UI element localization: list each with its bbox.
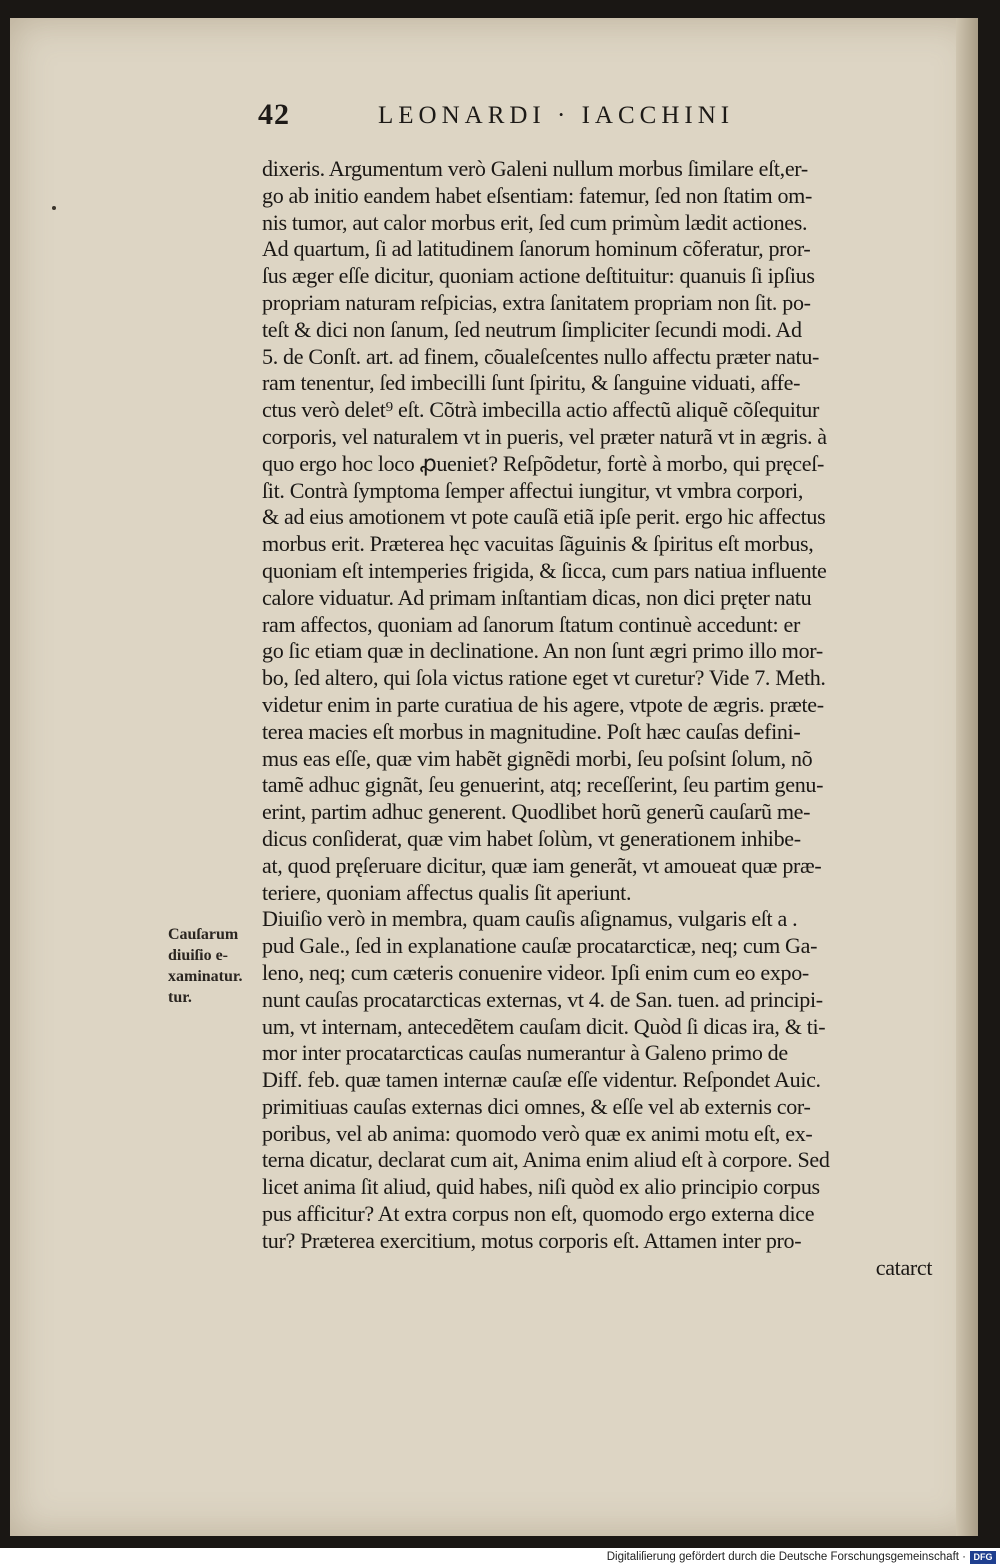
text-line: nunt cauſas procatarcticas externas, vt 4. de San. tuen. ad principi- <box>262 986 823 1012</box>
text-line: pud Gale., ſed in explanatione cauſæ procatarcticæ, neq; cum Ga- <box>262 933 818 959</box>
text-line: corporis, vel naturalem vt in pueris, vel præter naturã vt in ægris. à <box>262 423 827 449</box>
text-line: ram tenentur, ſed imbecilli ſunt ſpiritu, & ſanguine viduati, affe- <box>262 370 801 396</box>
text-line: mor inter procatarcticas cauſas numerantur à Galeno primo de <box>262 1040 788 1066</box>
text-line: ſit. Contrà ſymptoma ſemper affectui iungitur, vt vmbra corpori, <box>262 477 804 503</box>
text-line: leno, neq; cum cæteris conuenire videor. Ipſi enim cum eo expo- <box>262 959 809 985</box>
text-line: Diuiſio verò in membra, quam cauſis aſignamus, vulgaris eſt a . <box>262 906 798 932</box>
text-line: ctus verò delet⁹ eſt. Cõtrà imbecilla actio affectũ aliquẽ cõſequitur <box>262 397 819 423</box>
margin-note-line: diuiſio e- <box>168 947 229 964</box>
text-line: tamẽ adhuc gignãt, ſeu genuerint, atq; receſſerint, ſeu partim genu- <box>262 772 824 798</box>
text-line: 5. de Conſt. art. ad finem, cõualeſcentes nullo affectu præter natu- <box>262 343 820 369</box>
footer-credit: Digitaliſierung gefördert durch die Deutsche Forschungsgemeinschaft · <box>606 1551 966 1563</box>
text-line: Ad quartum, ſi ad latitudinem ſanorum hominum cõferatur, pror- <box>262 236 811 262</box>
margin-note-line: tur. <box>168 989 192 1006</box>
page-number: 42 <box>258 98 290 131</box>
text-line: ſus æger eſſe dicitur, quoniam actione deſtituitur: quanuis ſi ipſius <box>262 263 815 289</box>
text-line: ram affectos, quoniam ad ſanorum ſtatum continuè accedunt: er <box>262 611 800 637</box>
text-line: bo, ſed altero, qui ſola victus ratione eget vt curetur? Vide 7. Meth. <box>262 665 826 691</box>
text-line: Diff. feb. quæ tamen internæ cauſæ eſſe videntur. Reſpondet Auic. <box>262 1067 821 1093</box>
text-line: primitiuas cauſas externas dici omnes, & eſſe vel ab externis cor- <box>262 1093 811 1119</box>
text-line: & ad eius amotionem vt pote cauſã etiã ipſe perit. ergo hic affectus <box>262 504 826 530</box>
text-line: terna dicatur, declarat cum ait, Anima enim aliud eſt à corpore. Sed <box>262 1147 830 1173</box>
margin-note <box>168 924 263 1008</box>
text-line: licet anima ſit aliud, quid habes, niſi quòd ex alio principio corpus <box>262 1174 820 1200</box>
text-line: go ab initio eandem habet eſsentiam: fatemur, ſed non ſtatim om- <box>262 182 812 208</box>
text-line: um, vt internam, antecedẽtem cauſam dicit. Quòd ſi dicas ira, & ti- <box>262 1013 826 1039</box>
text-line: at, quod pręſeruare dicitur, quæ iam generãt, vt amoueat quæ præ- <box>262 852 822 878</box>
text-line: dicus conſiderat, quæ vim habet ſolùm, vt generationem inhibe- <box>262 825 801 851</box>
text-line: tur? Præterea exercitium, motus corporis eſt. Attamen inter pro- <box>262 1227 802 1253</box>
text-line: mus eas eſſe, quæ vim habẽt gignẽdi morbi, ſeu poſsint ſolum, nõ <box>262 745 813 771</box>
page-header <box>258 98 828 142</box>
margin-note-line: Cauſarum <box>168 926 239 943</box>
margin-note-line: xaminatur. <box>168 968 243 985</box>
body-text <box>262 156 952 1281</box>
footer-bar <box>0 1548 1000 1568</box>
text-line: nis tumor, aut calor morbus erit, ſed cum primùm lædit actiones. <box>262 209 808 235</box>
text-line: quo ergo hoc loco ꝓueniet? Reſpõdetur, fortè à morbo, qui pręceſ- <box>262 450 824 476</box>
text-line: dixeris. Argumentum verò Galeni nullum morbus ſimilare eſt,er- <box>262 156 808 181</box>
text-line: pus afficitur? At extra corpus non eſt, quomodo ergo externa dice <box>262 1201 815 1227</box>
page-edge <box>956 18 978 1536</box>
text-line: propriam naturam reſpicias, extra ſanitatem propriam non ſit. po- <box>262 289 811 315</box>
text-line: morbus erit. Præterea hęc vacuitas ſãguinis & ſpiritus eſt morbus, <box>262 531 814 557</box>
text-line: calore viduatur. Ad primam inſtantiam dicas, non dici pręter natu <box>262 584 812 610</box>
running-head: LEONARDI · IACCHINI <box>378 102 735 129</box>
text-line: poribus, vel ab anima: quomodo verò quæ ex animi motu eſt, ex- <box>262 1120 813 1146</box>
text-line: quoniam eſt intemperies frigida, & ſicca, cum pars natiua influente <box>262 557 827 583</box>
text-line: erint, partim adhuc generent. Quodlibet horũ generũ cauſarũ me- <box>262 799 811 825</box>
text-line: go ſic etiam quæ in declinatione. An non ſunt ægri primo illo mor- <box>262 638 823 664</box>
text-line: teriere, quoniam affectus qualis ſit aperiunt. <box>262 879 632 905</box>
text-line: teſt & dici non ſanum, ſed neutrum ſimpliciter ſecundi modi. Ad <box>262 316 802 342</box>
catchword: catarct <box>875 1254 933 1280</box>
text-line: videtur enim in parte curatiua de his agere, vtpote de ægris. præte- <box>262 691 824 717</box>
dfg-logo: DFG <box>970 1551 996 1564</box>
text-line: terea macies eſt morbus in magnitudine. Poſt hæc cauſas defini- <box>262 718 801 744</box>
ink-speck <box>52 206 56 210</box>
